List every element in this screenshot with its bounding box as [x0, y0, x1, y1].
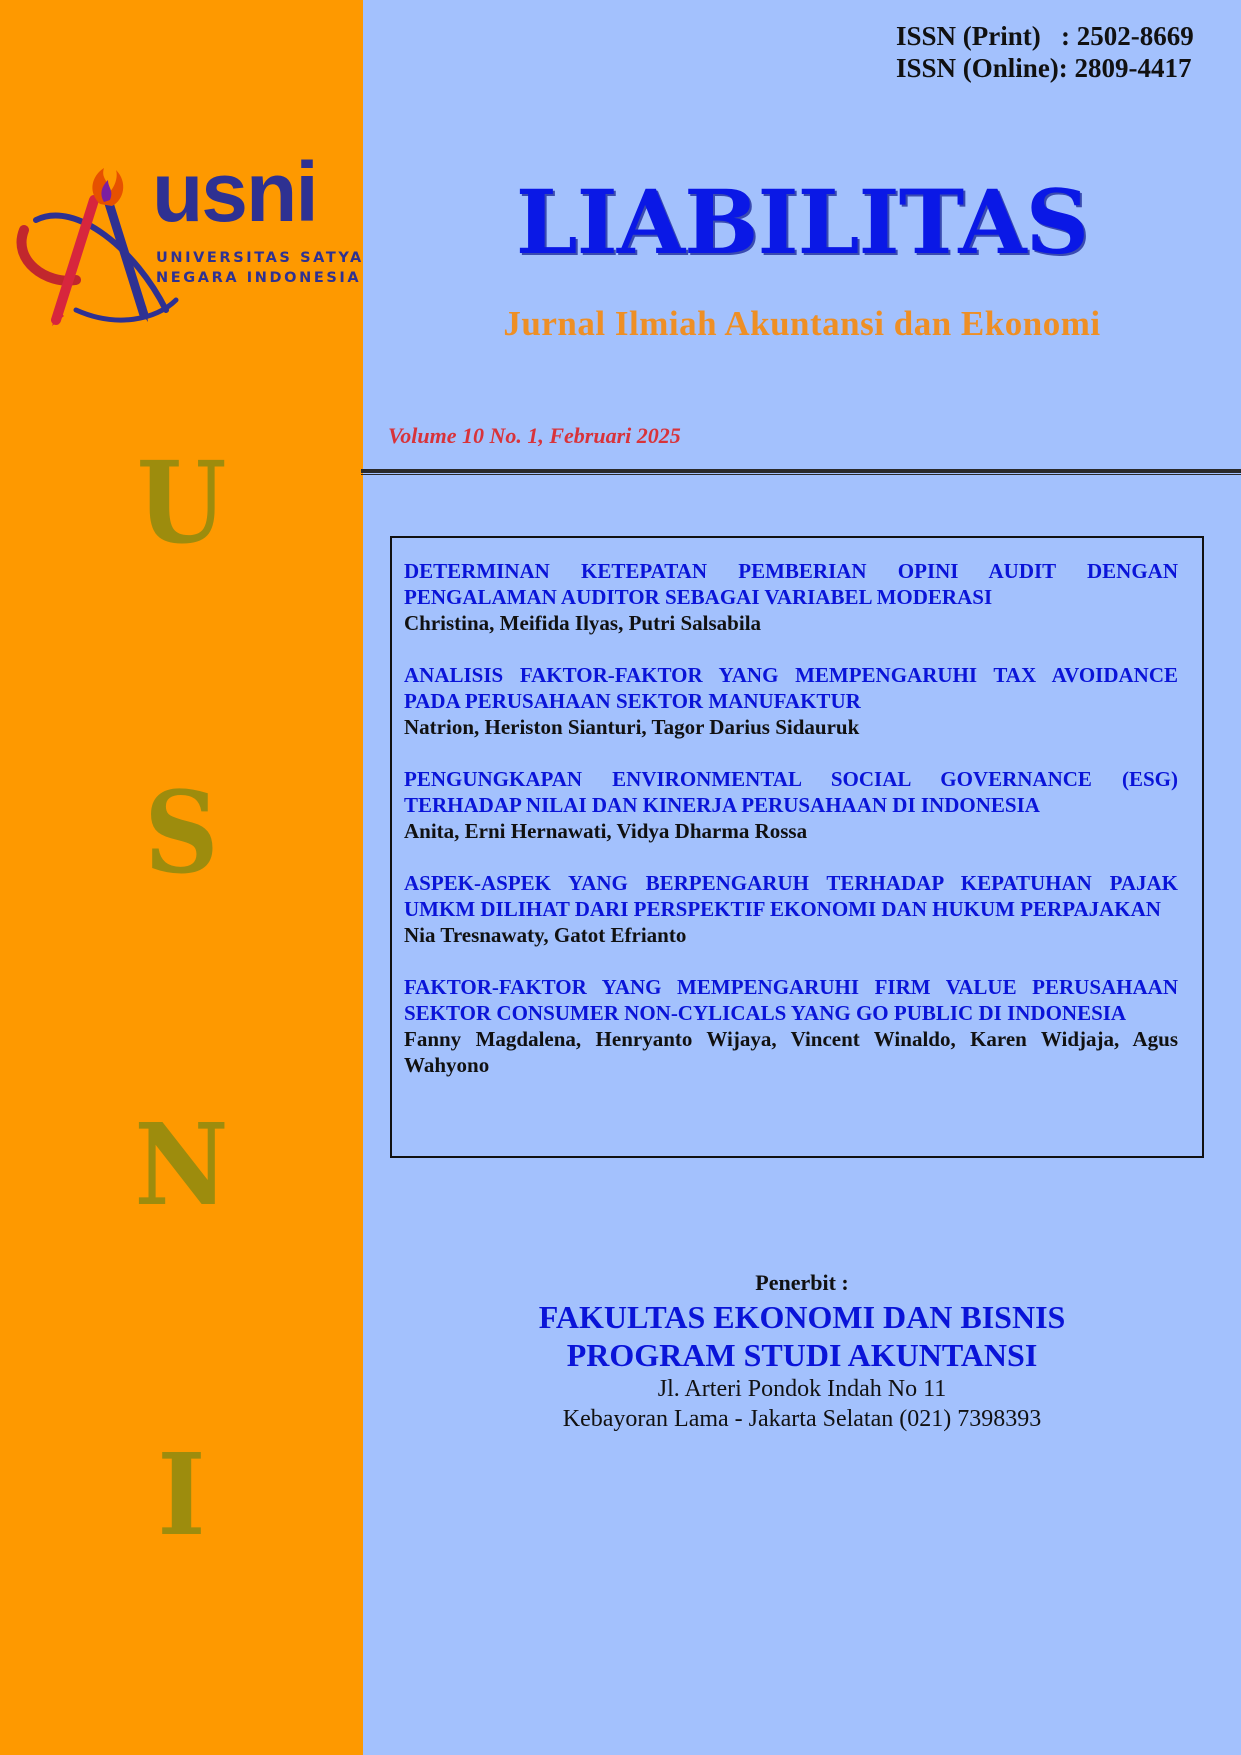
article-entry	[404, 974, 1178, 1078]
header-divider	[361, 469, 1241, 475]
publisher-program: PROGRAM STUDI AKUNTANSI	[566, 1337, 1038, 1373]
journal-title: LIABILITAS	[515, 170, 1089, 274]
article-authors: Nia Tresnawaty, Gatot Efrianto	[404, 923, 687, 947]
issn-print: ISSN (Print) : 2502-8669	[896, 21, 1194, 51]
article-title: DETERMINAN KETEPATAN PEMBERIAN OPINI AUDIT DENGAN PENGALAMAN AUDITOR SEBAGAI VARIABEL MODERASI	[404, 559, 1178, 609]
article-title: ANALISIS FAKTOR-FAKTOR YANG MEMPENGARUHI TAX AVOIDANCE PADA PERUSAHAAN SEKTOR MANUFAKTUR	[404, 663, 1178, 713]
publisher-address-line1: Jl. Arteri Pondok Indah No 11	[657, 1376, 947, 1402]
publisher-address-line2: Kebayoran Lama - Jakarta Selatan (021) 7398393	[562, 1406, 1042, 1432]
sidebar-letter-n: N	[134, 1100, 229, 1231]
article-authors: Christina, Meifida Ilyas, Putri Salsabila	[404, 611, 762, 635]
article-entry	[404, 870, 1178, 948]
sidebar-letter-s: S	[144, 768, 219, 899]
publisher-block	[363, 1268, 1241, 1434]
article-title: ASPEK-ASPEK YANG BERPENGARUH TERHADAP KEPATUHAN PAJAK UMKM DILIHAT DARI PERSPEKTIF EKONOMI DAN HUKUM PERPAJAKAN	[404, 871, 1178, 921]
article-title: PENGUNGKAPAN ENVIRONMENTAL SOCIAL GOVERNANCE (ESG) TERHADAP NILAI DAN KINERJA PERUSAHAAN DI INDONESIA	[404, 767, 1178, 817]
article-entry	[404, 558, 1178, 636]
orange-sidebar	[0, 0, 363, 1755]
issn-online: ISSN (Online): 2809-4417	[896, 53, 1192, 83]
logo-caption-line1: UNIVERSITAS SATYA	[156, 250, 364, 266]
volume-issue: Volume 10 No. 1, Februari 2025	[388, 423, 681, 448]
sidebar-letter-u: U	[136, 438, 227, 569]
journal-subtitle: Jurnal Ilmiah Akuntansi dan Ekonomi	[503, 304, 1101, 343]
usni-wordmark: usni	[152, 145, 317, 239]
article-entry	[404, 766, 1178, 844]
sidebar-letter-i: I	[157, 1430, 206, 1561]
article-authors: Fanny Magdalena, Henryanto Wijaya, Vincent Winaldo, Karen Widjaja, Agus Wahyono	[404, 1027, 1178, 1077]
article-authors: Anita, Erni Hernawati, Vidya Dharma Rossa	[404, 819, 808, 843]
article-entry	[404, 662, 1178, 740]
logo-caption-line2: NEGARA INDONESIA	[156, 270, 362, 286]
publisher-label: Penerbit :	[755, 1270, 849, 1295]
article-title: FAKTOR-FAKTOR YANG MEMPENGARUHI FIRM VALUE PERUSAHAAN SEKTOR CONSUMER NON-CYLICALS YANG GO PUBLIC DI INDONESIA	[404, 975, 1178, 1025]
article-authors: Natrion, Heriston Sianturi, Tagor Darius Sidauruk	[404, 715, 860, 739]
publisher-faculty: FAKULTAS EKONOMI DAN BISNIS	[538, 1299, 1066, 1335]
table-of-contents	[390, 536, 1204, 1158]
issn-block	[896, 20, 1194, 84]
